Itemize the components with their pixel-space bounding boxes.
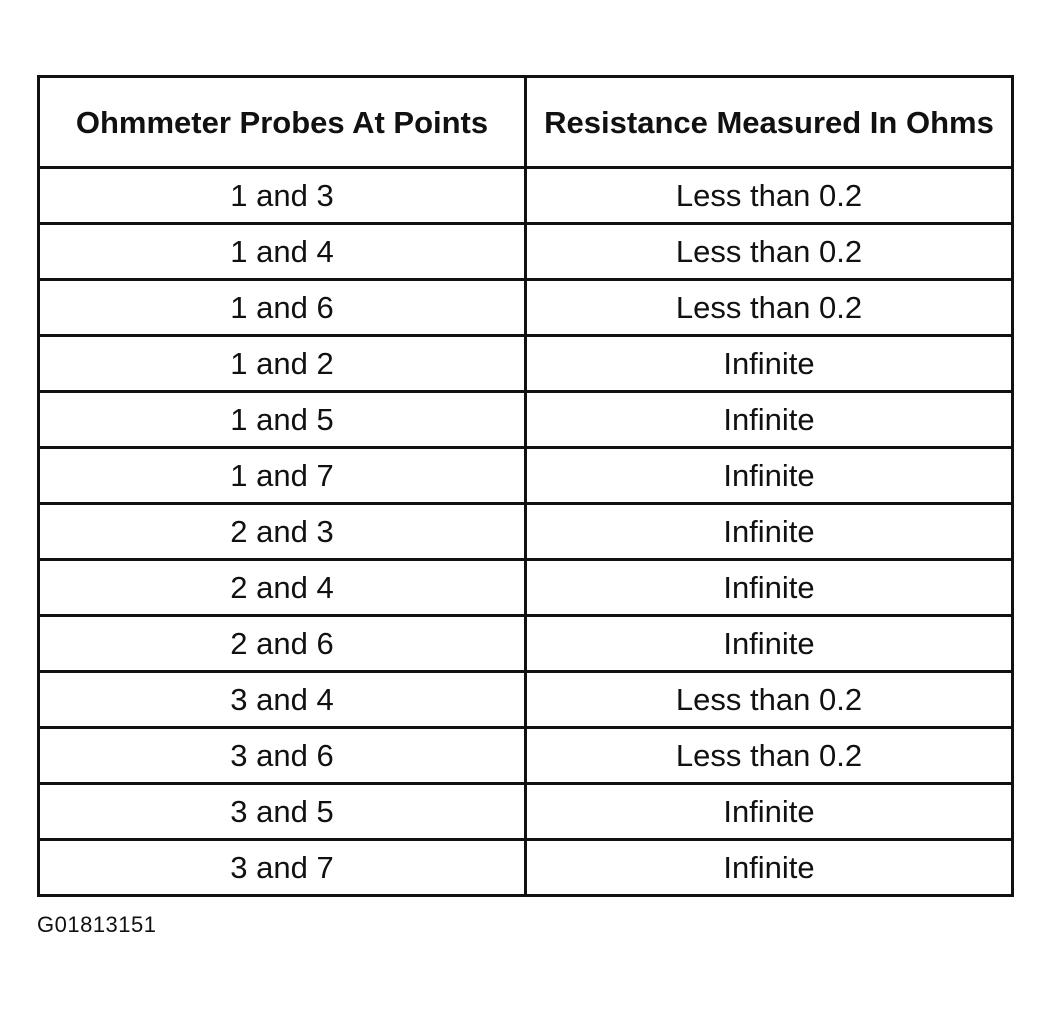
probe-points-cell: 2 and 4 xyxy=(39,560,526,616)
table-header-row xyxy=(39,77,1013,168)
probe-points-cell: 3 and 4 xyxy=(39,672,526,728)
resistance-cell: Infinite xyxy=(526,840,1013,896)
probe-points-cell: 2 and 3 xyxy=(39,504,526,560)
figure-id: G01813151 xyxy=(37,912,157,937)
probe-points-cell: 3 and 5 xyxy=(39,784,526,840)
resistance-cell: Infinite xyxy=(526,784,1013,840)
probe-points-cell: 1 and 7 xyxy=(39,448,526,504)
table-row xyxy=(39,560,1013,616)
resistance-cell: Infinite xyxy=(526,392,1013,448)
resistance-cell: Less than 0.2 xyxy=(526,672,1013,728)
table-row xyxy=(39,280,1013,336)
resistance-table xyxy=(37,75,1014,897)
table-row xyxy=(39,784,1013,840)
resistance-cell: Less than 0.2 xyxy=(526,280,1013,336)
table-row xyxy=(39,840,1013,896)
header-resistance: Resistance Measured In Ohms xyxy=(526,77,1013,168)
table-row xyxy=(39,224,1013,280)
resistance-cell: Less than 0.2 xyxy=(526,224,1013,280)
probe-points-cell: 1 and 6 xyxy=(39,280,526,336)
resistance-cell: Infinite xyxy=(526,448,1013,504)
probe-points-cell: 1 and 3 xyxy=(39,168,526,224)
table-row xyxy=(39,728,1013,784)
table-row xyxy=(39,392,1013,448)
resistance-cell: Infinite xyxy=(526,560,1013,616)
table-row xyxy=(39,616,1013,672)
resistance-cell: Infinite xyxy=(526,336,1013,392)
table-row xyxy=(39,448,1013,504)
table-row xyxy=(39,504,1013,560)
table-row xyxy=(39,336,1013,392)
resistance-cell: Infinite xyxy=(526,616,1013,672)
probe-points-cell: 1 and 5 xyxy=(39,392,526,448)
resistance-cell: Less than 0.2 xyxy=(526,168,1013,224)
table-row xyxy=(39,672,1013,728)
probe-points-cell: 1 and 2 xyxy=(39,336,526,392)
resistance-cell: Infinite xyxy=(526,504,1013,560)
table-row xyxy=(39,168,1013,224)
probe-points-cell: 3 and 6 xyxy=(39,728,526,784)
resistance-table-container xyxy=(37,75,1011,897)
probe-points-cell: 1 and 4 xyxy=(39,224,526,280)
probe-points-cell: 3 and 7 xyxy=(39,840,526,896)
probe-points-cell: 2 and 6 xyxy=(39,616,526,672)
header-probe-points: Ohmmeter Probes At Points xyxy=(39,77,526,168)
resistance-cell: Less than 0.2 xyxy=(526,728,1013,784)
